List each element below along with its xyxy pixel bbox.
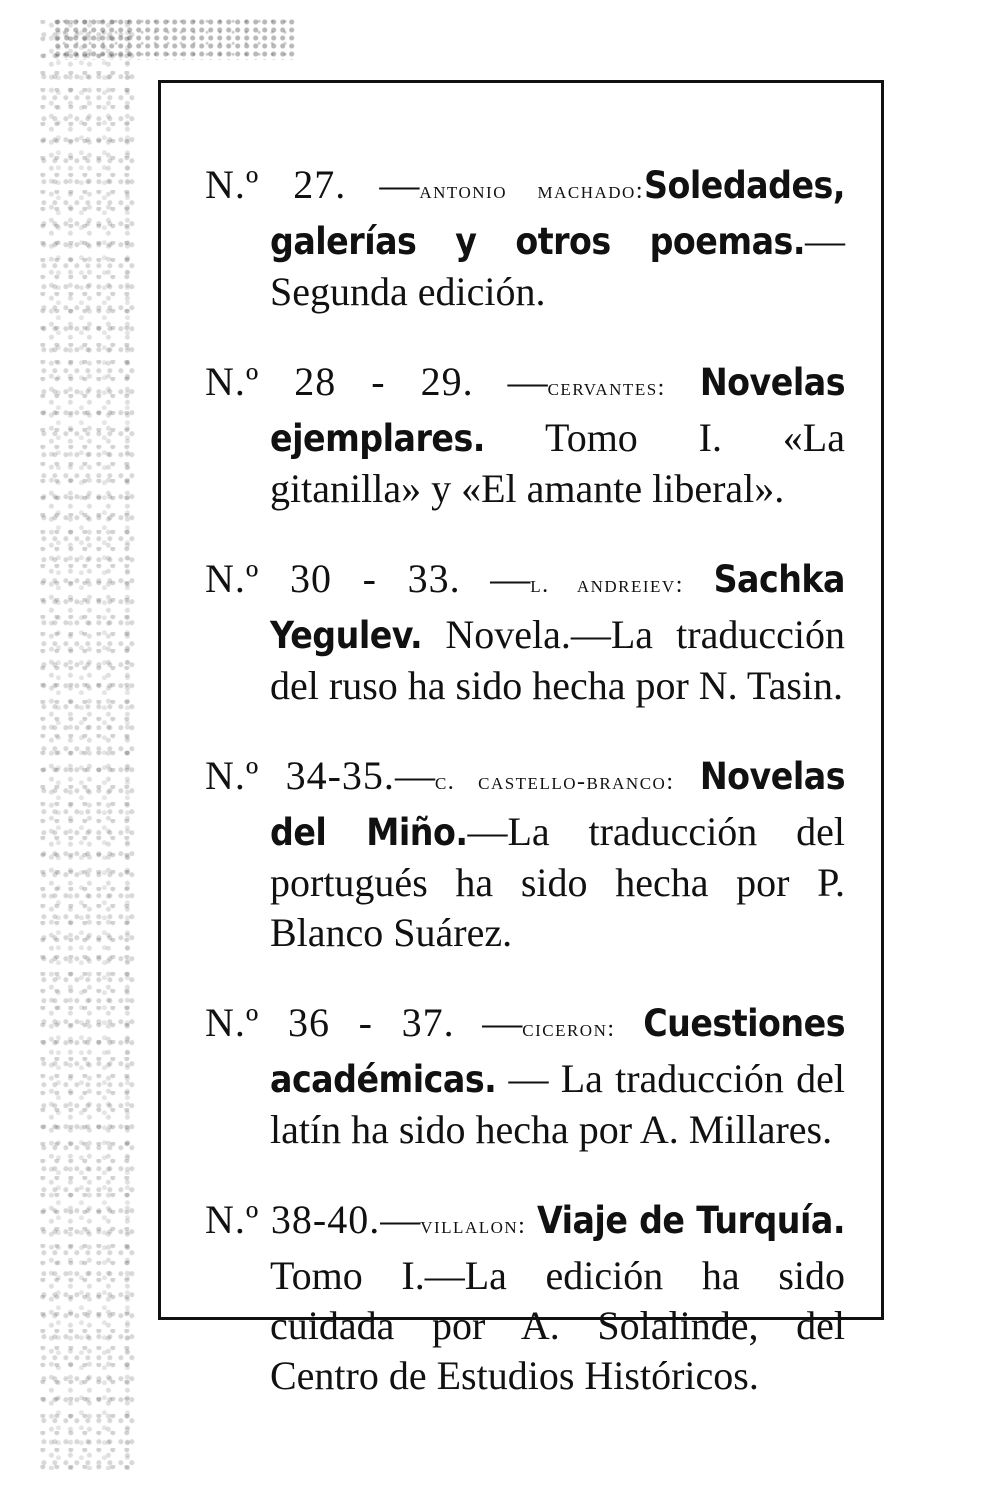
entry-description: Tomo I.—La edición ha sido cuidada por A. Solalinde, del Centro de Estudios Históricos. <box>270 1253 845 1398</box>
entry-dash: — <box>379 162 420 207</box>
entry-number: N.º 30 - 33. <box>205 556 461 601</box>
entry-dash: — <box>490 556 531 601</box>
entry-description: Tomo I. «La gitanilla» y «El amante liberal». <box>270 415 845 511</box>
entry-description: Novela.—La traducción del ruso ha sido hecha por N. Tasin. <box>270 612 845 708</box>
catalog-entry-27 <box>205 160 845 317</box>
catalog-entry-38-40 <box>205 1195 845 1401</box>
entry-author: cervantes: <box>547 375 666 401</box>
entry-number: N.º 38-40. <box>205 1197 381 1242</box>
entry-number: N.º 36 - 37. <box>205 1000 455 1045</box>
entry-number: N.º 28 - 29. <box>205 359 474 404</box>
entry-description: — La traducción del latín ha sido hecha por A. Millares. <box>270 1056 845 1152</box>
catalog-entry-34-35 <box>205 751 845 958</box>
entry-title: Novelas ejemplares. <box>270 361 846 460</box>
entry-author: antonio machado: <box>419 178 644 204</box>
entry-number: N.º 34-35. <box>205 753 395 798</box>
catalog-entry-28-29 <box>205 357 845 514</box>
scan-top-smudge <box>55 18 295 60</box>
catalog-entry-30-33 <box>205 554 845 711</box>
entry-title: Sachka Yegulev. <box>270 558 846 657</box>
entry-dash: — <box>394 753 435 798</box>
entry-description: —Segunda edición. <box>270 218 845 314</box>
entry-title: Soledades, galerías y otros poemas. <box>270 164 845 263</box>
scan-edge-noise <box>40 20 135 1470</box>
entry-author: c. castello-branco: <box>434 769 675 795</box>
entry-title: Viaje de Turquía. <box>536 1199 846 1242</box>
entry-description: —La traducción del portugués ha sido hecha por P. Blanco Suárez. <box>270 809 845 955</box>
catalog-entry-36-37 <box>205 998 845 1155</box>
entry-title: Novelas del Miño. <box>270 755 846 854</box>
entry-dash: — <box>482 1000 523 1045</box>
entry-number: N.º 27. <box>205 162 347 207</box>
catalog-list <box>205 120 845 1401</box>
entry-dash: — <box>380 1197 421 1242</box>
entry-dash: — <box>507 359 548 404</box>
entry-author: ciceron: <box>522 1016 616 1042</box>
entry-author: villalon: <box>420 1213 527 1239</box>
entry-title: Cuestiones académicas. <box>270 1002 846 1101</box>
entry-author: l. andreiev: <box>530 572 684 598</box>
